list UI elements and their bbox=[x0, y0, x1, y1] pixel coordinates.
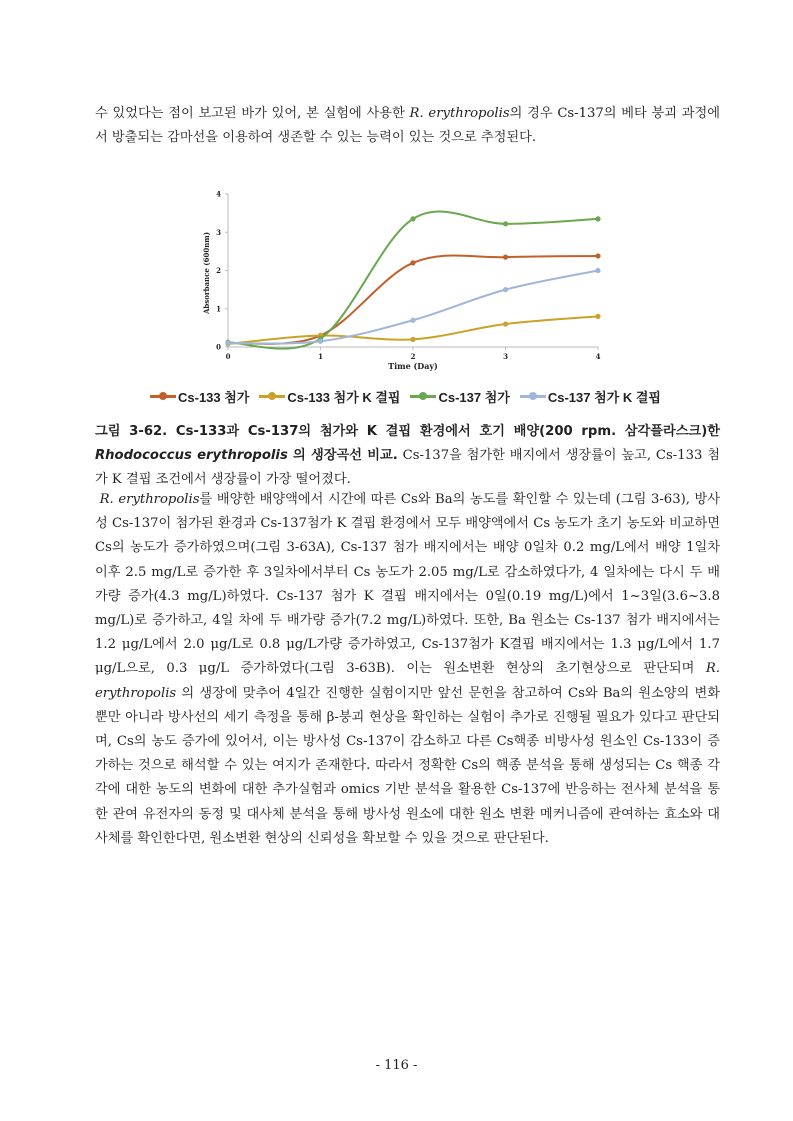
series-line-0 bbox=[228, 255, 598, 343]
y-tick-label: 1 bbox=[216, 304, 221, 314]
legend-label: Cs-133 첨가 bbox=[178, 389, 250, 405]
legend-label: Cs-133 첨가 K 결핍 bbox=[287, 389, 401, 405]
chart-legend bbox=[150, 385, 690, 407]
legend-swatch bbox=[259, 391, 285, 401]
x-tick-label: 0 bbox=[225, 352, 231, 361]
legend-item-1 bbox=[259, 387, 400, 406]
legend-label: Cs-137 첨가 bbox=[438, 389, 510, 405]
legend-swatch bbox=[150, 391, 176, 401]
y-tick-label: 4 bbox=[216, 189, 221, 199]
page-number: - 116 - bbox=[375, 1058, 418, 1073]
data-point bbox=[503, 255, 508, 260]
x-tick-label: 4 bbox=[595, 352, 601, 361]
chart-y-label: Absorbance (600nm) bbox=[202, 231, 211, 315]
body-species-1: R. erythropolis bbox=[99, 492, 200, 507]
data-point bbox=[503, 321, 508, 326]
y-tick-label: 3 bbox=[216, 227, 221, 237]
legend-swatch bbox=[410, 391, 436, 401]
legend-item-0 bbox=[150, 387, 249, 406]
legend-swatch bbox=[520, 391, 546, 401]
chart-svg bbox=[195, 186, 615, 376]
data-point bbox=[410, 318, 415, 323]
data-point bbox=[410, 337, 415, 342]
data-point bbox=[595, 268, 600, 273]
legend-item-3 bbox=[520, 387, 661, 406]
data-point bbox=[410, 216, 415, 221]
body-paragraph: R. erythropolis를 배양한 배양액에서 시간에 따른 Cs와 Ba의 농도를 확인할 수 있는데 (그림 3-63), 방사성 Cs-137이 첨가된 환경과 Cs-137첨가 K 결핍 환경에서 모두 배양액에서 Cs 농도가 초기 농도와 비교하면 Cs의 농도가 증가하였으며(그림 3-63A), Cs-137 첨가 배지에서는 배양 0일차 0.2 mg/L에서 배양 1일차 이후 2.5 mg/L로 증가한 후 3일차에서부터 Cs 농도가 2.05 mg/L로 감소하였다가, 4 일차에는 다시 두 배가량 증가(4.3 mg/L)하였다. Cs-137 첨가 K 결핍 배지에서는 0일(0.19 mg/L)에서 1~3일(3.6~3.8 mg/L)로 증가하고, 4일 차에 두 배가량 증가(7.2 mg/L)하였다. 또한, Ba 원소는 Cs-137 첨가 배지에서는 1.2 μg/L에서 2.0 μg/L로 0.8 μg/L가량 증가하였고, Cs-137첨가 K결핍 배지에서는 1.3 μg/L에서 1.7 μg/L으로, 0.3 μg/L 증가하였다(그림 3-63B). 이는 원소변환 현상의 초기현상으로 판단되며 R. erythropolis 의 생장에 맞추어 4일간 진행한 실험이지만 앞선 문헌을 참고하여 Cs와 Ba의 원소양의 변화 뿐만 아니라 방사선의 세기 측정을 통해 β-붕괴 현상을 확인하는 실험이 추가로 진행될 필요가 있다고 판단되며, Cs의 농도 증가에 있어서, 이는 방사성 Cs-137이 감소하고 다른 Cs핵종 비방사성 원소인 Cs-133이 증가하는 것으로 해석할 수 있는 여지가 존재한다. 따라서 정확한 Cs의 핵종 분석을 통해 생성되는 Cs 핵종 각각에 대한 농도의 변화에 대한 추가실험과 omics 기반 분석을 활용한 Cs-137에 반응하는 전사체 분석을 통한 관여 유전자의 동정 및 대사체 분석을 통해 방사성 원소에 대한 원소 변환 메커니즘에 관여하는 효소와 대사체를 확인한다면, 원소변환 현상의 신뢰성을 확보할 수 있을 것으로 판단된다. bbox=[95, 492, 720, 846]
figure-caption: 그림 3-62. Cs-133과 Cs-137의 첨가와 K 결핍 환경에서 호기 배양(200 rpm. 삼각플라스크)한 Rhodococcus erythropolis 의 생장곡선 비교. Cs-137을 첨가한 배지에서 생장률이 높고, Cs-133 첨가 K 결핍 조건에서 생장률이 가장 떨어졌다. bbox=[95, 424, 720, 488]
data-point bbox=[318, 339, 323, 344]
data-point bbox=[595, 216, 600, 221]
data-point bbox=[503, 221, 508, 226]
y-tick-label: 0 bbox=[216, 342, 221, 352]
data-point bbox=[595, 253, 600, 258]
y-tick-label: 2 bbox=[216, 266, 221, 275]
data-point bbox=[595, 314, 600, 319]
legend-label: Cs-137 첨가 K 결핍 bbox=[547, 389, 661, 405]
chart-x-label: Time (Day) bbox=[388, 361, 438, 371]
x-tick-label: 3 bbox=[503, 352, 508, 361]
intro-paragraph: 수 있었다는 점이 보고된 바가 있어, 본 실험에 사용한 R. erythropolis의 경우 Cs-137의 베타 붕괴 과정에서 방출되는 감마선을 이용하여 생존할 수 있는 능력이 있는 것으로 추정된다. bbox=[95, 106, 720, 146]
x-tick-label: 2 bbox=[410, 352, 416, 361]
growth-curve-chart bbox=[195, 186, 615, 376]
series-line-2 bbox=[228, 211, 598, 348]
species-name: R. erythropolis bbox=[409, 106, 510, 121]
data-point bbox=[503, 287, 508, 292]
caption-species: Rhodococcus erythropolis bbox=[95, 448, 288, 464]
data-point bbox=[225, 341, 230, 346]
legend-item-2 bbox=[410, 387, 509, 406]
data-point bbox=[410, 260, 415, 265]
body-species-2: R. erythropolis bbox=[95, 661, 720, 701]
series-line-3 bbox=[228, 271, 598, 344]
x-tick-label: 1 bbox=[318, 352, 323, 361]
